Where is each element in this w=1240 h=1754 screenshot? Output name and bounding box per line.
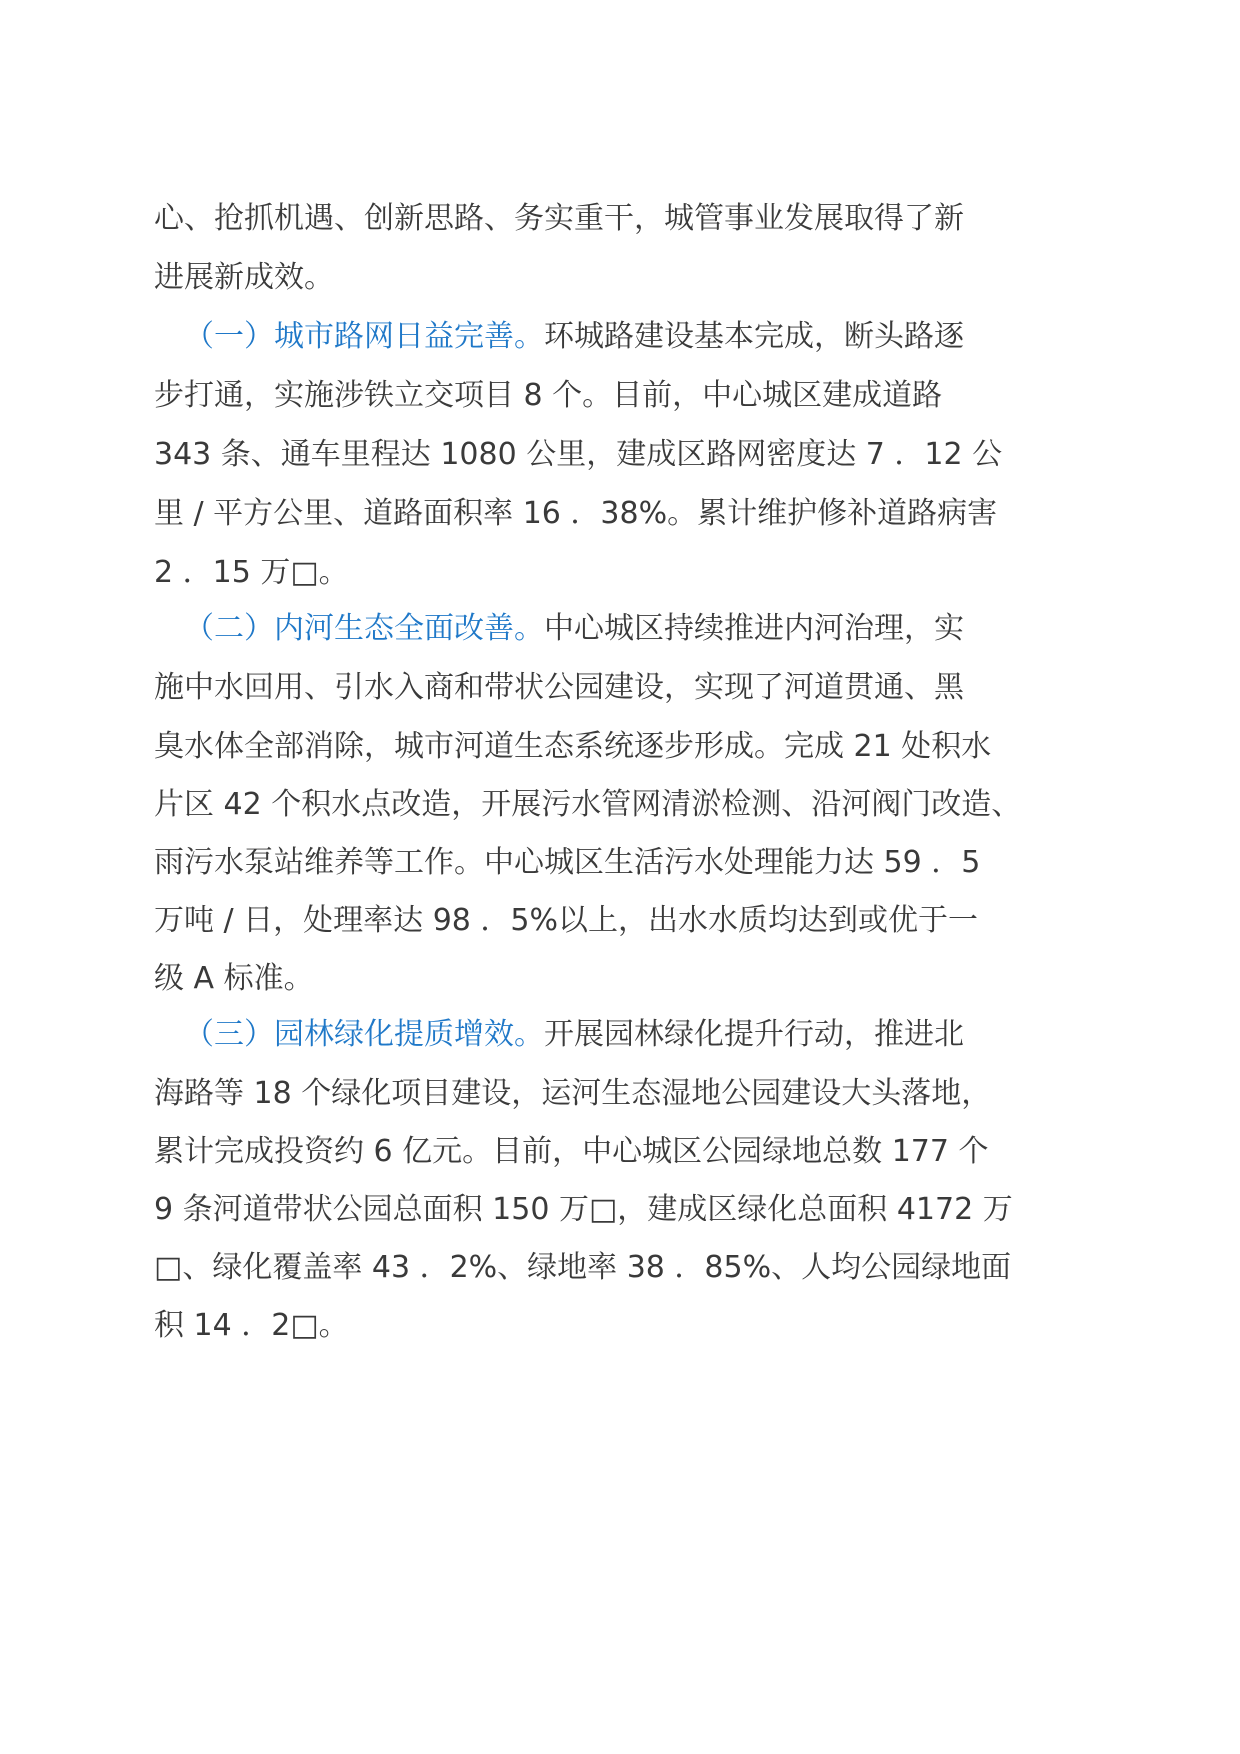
body-text: 343 条、通车里程达 1080 公里，建成区路网密度达 7 ．12 公 [154, 437, 1003, 472]
body-text: 雨污水泵站维养等工作。中心城区生活污水处理能力达 59 ．5 [154, 845, 981, 880]
body-text: 级 A 标准。 [154, 961, 314, 996]
body-text: 施中水回用、引水入商和带状公园建设，实现了河道贯通、黑 [154, 670, 964, 705]
body-text: 开展园林绿化提升行动，推进北 [544, 1017, 964, 1052]
section-heading: （二）内河生态全面改善。 [184, 611, 544, 646]
body-line-4 [154, 363, 1094, 429]
body-line-12 [154, 830, 1094, 896]
body-line-1 [154, 186, 1094, 252]
body-text: 里 / 平方公里、道路面积率 16 ．38%。累计维护修补道路病害 [154, 496, 998, 531]
section-heading: （三）园林绿化提质增效。 [184, 1017, 544, 1052]
body-text: 9 条河道带状公园总面积 150 万□，建成区绿化总面积 4172 万 [154, 1192, 1013, 1227]
body-text: 2 ．15 万□。 [154, 555, 349, 590]
body-text: 海路等 18 个绿化项目建设，运河生态湿地公园建设大头落地， [154, 1076, 992, 1111]
body-line-2 [154, 245, 1094, 311]
body-line-17 [154, 1119, 1094, 1185]
section-heading: （一）城市路网日益完善。 [184, 319, 544, 354]
body-text: 步打通，实施涉铁立交项目 8 个。目前，中心城区建成道路 [154, 378, 943, 413]
body-line-10 [154, 714, 1094, 780]
body-line-5 [154, 422, 1094, 488]
body-text: 臭水体全部消除，城市河道生态系统逐步形成。完成 21 处积水 [154, 729, 992, 764]
body-text: 中心城区持续推进内河治理，实 [544, 611, 964, 646]
body-text: 进展新成效。 [154, 260, 334, 295]
body-text: 万吨 / 日，处理率达 98 ．5%以上，出水水质均达到或优于一 [154, 903, 979, 938]
section-3-heading-line [184, 1002, 1124, 1068]
body-line-18 [154, 1177, 1094, 1243]
section-1-heading-line [184, 304, 1124, 370]
body-text: 积 14 ．2□。 [154, 1308, 349, 1343]
body-text: 累计完成投资约 6 亿元。目前，中心城区公园绿地总数 177 个 [154, 1134, 989, 1169]
body-line-16 [154, 1061, 1094, 1127]
body-text: □、绿化覆盖率 43 ．2%、绿地率 38 ．85%、人均公园绿地面 [154, 1250, 1012, 1285]
body-text: 片区 42 个积水点改造，开展污水管网清淤检测、沿河阀门改造、 [154, 787, 1022, 822]
body-line-19 [154, 1235, 1094, 1301]
body-line-20 [154, 1293, 1094, 1359]
body-line-9 [154, 655, 1094, 721]
body-line-13 [154, 888, 1094, 954]
body-text: 环城路建设基本完成，断头路逐 [544, 319, 964, 354]
body-text: 心、抢抓机遇、创新思路、务实重干，城管事业发展取得了新 [154, 201, 964, 236]
body-line-11 [154, 772, 1094, 838]
body-line-6 [154, 481, 1094, 547]
section-2-heading-line [184, 596, 1124, 662]
